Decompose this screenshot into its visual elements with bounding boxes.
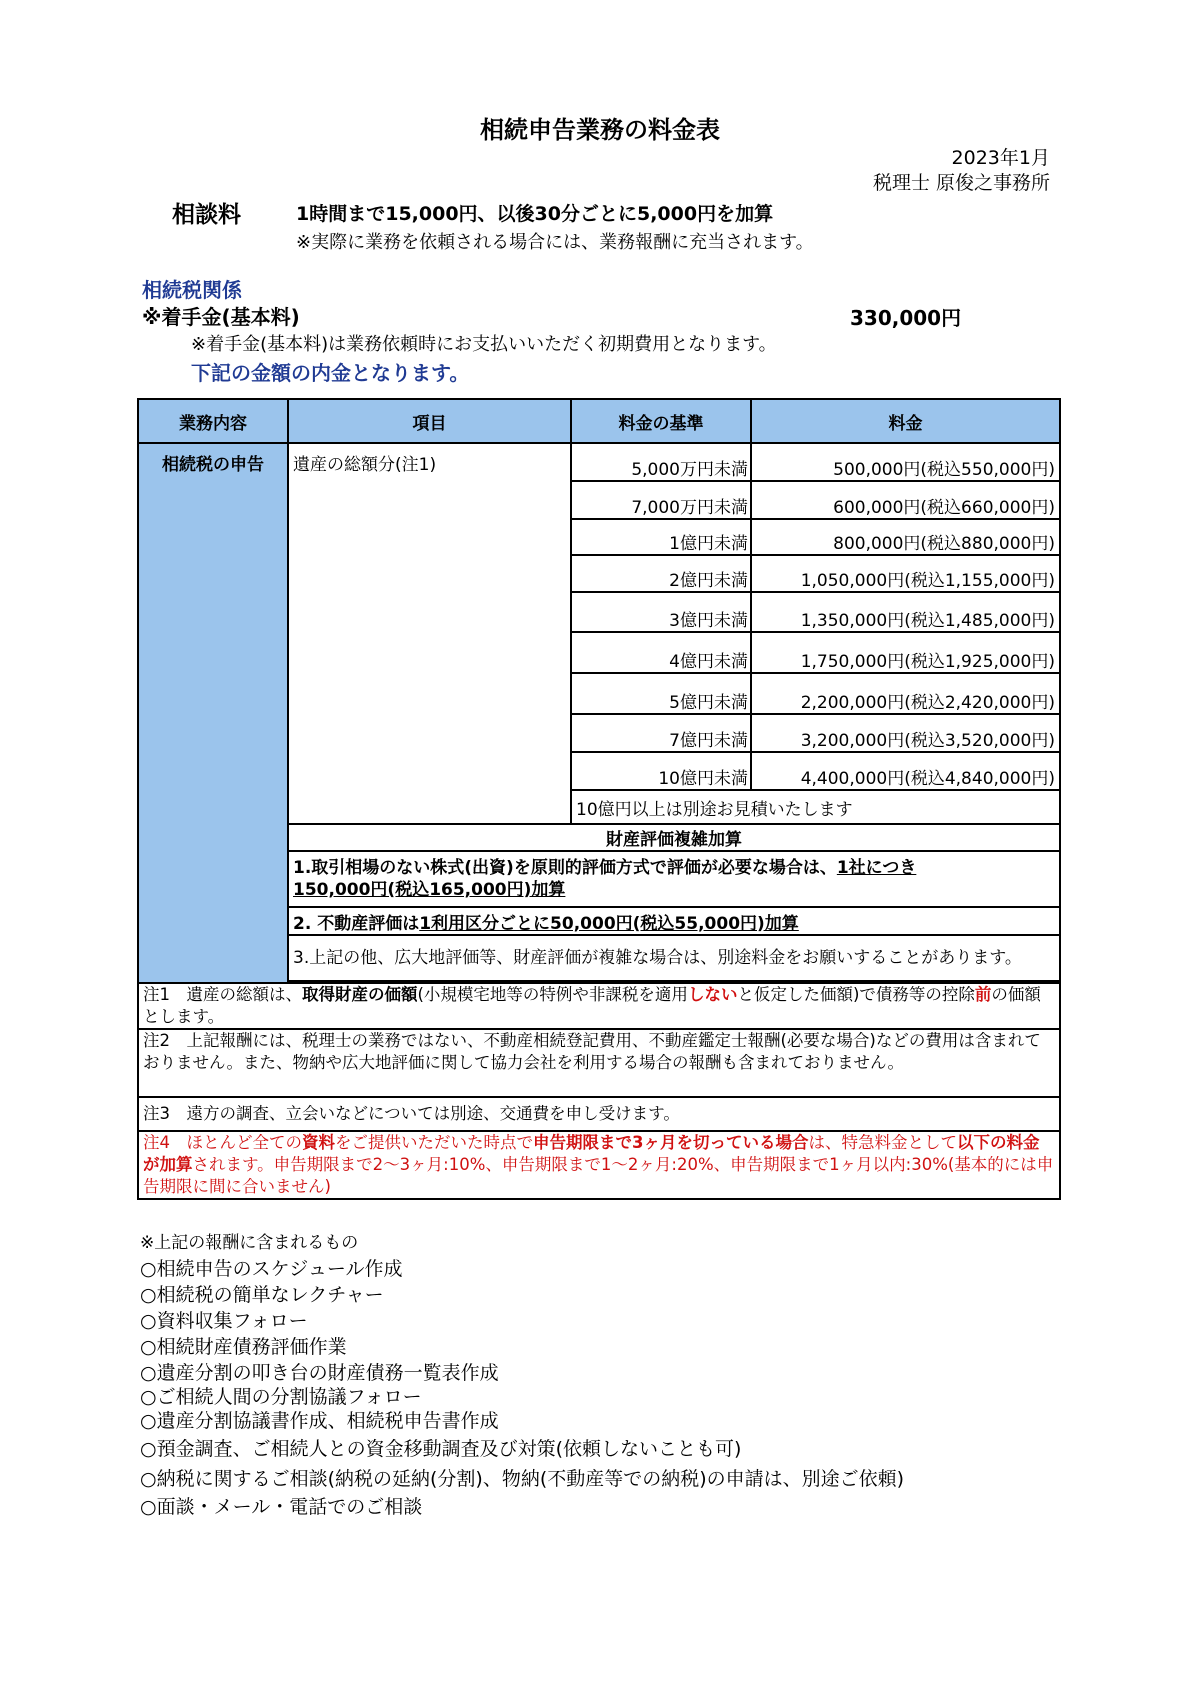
basis-cell: 2億円未満 — [571, 555, 751, 592]
note-1-text-2: (小規模宅地等の特例や非課税を適用 — [417, 985, 688, 1004]
document-date: 2023年1月 — [951, 147, 1050, 169]
note-4-text-2: をご提供いただいた時点で — [335, 1133, 533, 1152]
header-basis: 料金の基準 — [571, 399, 751, 443]
complex-item-3: 3.上記の他、広大地評価等、財産評価が複雑な場合は、別途料金をお願いすることがあります。 — [288, 935, 1060, 981]
table-row — [138, 983, 1060, 1029]
consultation-fee: 1時間まで15,000円、以後30分ごとに5,000円を加算 — [296, 203, 774, 225]
table-row — [138, 443, 1060, 481]
list-item: ○ご相続人間の分割協議フォロー — [140, 1386, 422, 1408]
table-row — [138, 1029, 1060, 1097]
complex-item-1-per-company: 1社につき — [836, 858, 917, 878]
complex-item-1-text: 1.取引相場のない株式(出資)を原則的評価方式で評価が必要な場合は、 — [293, 858, 837, 878]
basis-cell: 7,000万円未満 — [571, 481, 751, 519]
note-4 — [138, 1131, 1060, 1199]
over-estimate-note: 10億円以上は別途お見積いたします — [571, 790, 1060, 824]
list-item: ○遺産分割協議書作成、相続税申告書作成 — [140, 1410, 499, 1432]
note-4-surcharge: 以下の料金が加算 — [143, 1133, 1040, 1174]
note-4-rates: されます。申告期限まで2～3ヶ月:10%、申告期限まで1～2ヶ月:20%、申告期限まで1ヶ月以内:30%(基本的には申告期限に間に合いません) — [143, 1155, 1054, 1196]
basis-cell: 7億円未満 — [571, 714, 751, 752]
basis-cell: 5億円未満 — [571, 673, 751, 714]
basis-cell: 4億円未満 — [571, 632, 751, 673]
note-1-text: 注1 遺産の総額は、 — [143, 985, 302, 1004]
price-cell: 1,350,000円(税込1,485,000円) — [751, 592, 1060, 632]
price-cell: 600,000円(税込660,000円) — [751, 481, 1060, 519]
retainer-note: ※着手金(基本料)は業務依頼時にお支払いいただく初期費用となります。 — [191, 334, 777, 355]
table-header-row — [138, 399, 1060, 443]
price-cell: 3,200,000円(税込3,520,000円) — [751, 714, 1060, 752]
list-item: ○面談・メール・電話でのご相談 — [140, 1496, 423, 1518]
note-4-materials: 資料 — [302, 1133, 335, 1152]
price-cell: 2,200,000円(税込2,420,000円) — [751, 673, 1060, 714]
office-name: 税理士 原俊之事務所 — [872, 172, 1050, 194]
section-heading: 相続税関係 — [142, 278, 242, 302]
note-1-emphasis: 取得財産の価額 — [302, 985, 418, 1004]
deposit-note: 下記の金額の内金となります。 — [191, 361, 470, 385]
note-1-red-emphasis: しない — [687, 985, 738, 1004]
complex-item-1-amount: 150,000円(税込165,000円)加算 — [293, 880, 566, 900]
header-fee: 料金 — [751, 399, 1060, 443]
basis-cell: 5,000万円未満 — [571, 443, 751, 481]
page-title: 相続申告業務の料金表 — [480, 116, 720, 144]
note-1-text-3: と仮定した価額)で債務等の控除 — [737, 985, 975, 1004]
list-item: ○相続財産債務評価作業 — [140, 1336, 347, 1358]
list-item: ○預金調査、ご相続人との資金移動調査及び対策(依頼しないことも可) — [140, 1438, 742, 1460]
note-4-text-3: は、特急料金として — [808, 1133, 957, 1152]
complex-valuation-header: 財産評価複雑加算 — [288, 824, 1060, 851]
note-1 — [138, 983, 1060, 1029]
basis-cell: 1億円未満 — [571, 519, 751, 555]
basis-cell: 10億円未満 — [571, 752, 751, 790]
consultation-label: 相談料 — [172, 202, 241, 228]
note-1-red-before: 前 — [974, 985, 992, 1004]
list-item: ○相続税の簡単なレクチャー — [140, 1284, 384, 1306]
price-cell: 4,400,000円(税込4,840,000円) — [751, 752, 1060, 790]
fee-table — [137, 398, 1061, 1200]
note-4-text: 注4 ほとんど全ての — [143, 1133, 302, 1152]
header-service: 業務内容 — [138, 399, 288, 443]
header-item: 項目 — [288, 399, 571, 443]
price-cell: 500,000円(税込550,000円) — [751, 443, 1060, 481]
note-1-text-4: の価額とします。 — [143, 985, 1041, 1026]
note-3: 注3 遠方の調査、立会いなどについては別途、交通費を申し受けます。 — [138, 1097, 1060, 1131]
complex-item-2 — [288, 907, 1060, 935]
note-4-deadline: 申告期限まで3ヶ月を切っている場合 — [533, 1133, 809, 1152]
consultation-note: ※実際に業務を依頼される場合には、業務報酬に充当されます。 — [296, 232, 814, 253]
basis-cell: 3億円未満 — [571, 592, 751, 632]
included-heading: ※上記の報酬に含まれるもの — [140, 1233, 359, 1253]
list-item: ○相続申告のスケジュール作成 — [140, 1258, 403, 1280]
complex-item-2-amount: 1利用区分ごとに50,000円(税込55,000円)加算 — [419, 913, 799, 934]
price-cell: 1,050,000円(税込1,155,000円) — [751, 555, 1060, 592]
note-2: 注2 上記報酬には、税理士の業務ではない、不動産相続登記費用、不動産鑑定士報酬(必要な場合)などの費用は含まれておりません。また、物納や広大地評価に関して協力会社を利用する場合の報酬も含まれておりません。 — [138, 1029, 1060, 1097]
retainer-label: ※着手金(基本料) — [142, 305, 300, 329]
item-cell: 遺産の総額分(注1) — [288, 443, 571, 824]
category-cell: 相続税の申告 — [138, 443, 288, 983]
price-cell: 800,000円(税込880,000円) — [751, 519, 1060, 555]
included-list — [140, 1256, 904, 1520]
complex-item-1 — [288, 851, 1060, 907]
list-item: ○納税に関するご相談(納税の延納(分割)、物納(不動産等での納税)の申請は、別途ご依頼) — [140, 1468, 905, 1490]
retainer-amount: 330,000円 — [850, 306, 962, 330]
list-item: ○遺産分割の叩き台の財産債務一覧表作成 — [140, 1362, 499, 1384]
table-row — [138, 1131, 1060, 1199]
table-row — [138, 1097, 1060, 1131]
price-cell: 1,750,000円(税込1,925,000円) — [751, 632, 1060, 673]
complex-item-2-text: 2. 不動産評価は — [293, 913, 420, 934]
list-item: ○資料収集フォロー — [140, 1310, 308, 1332]
